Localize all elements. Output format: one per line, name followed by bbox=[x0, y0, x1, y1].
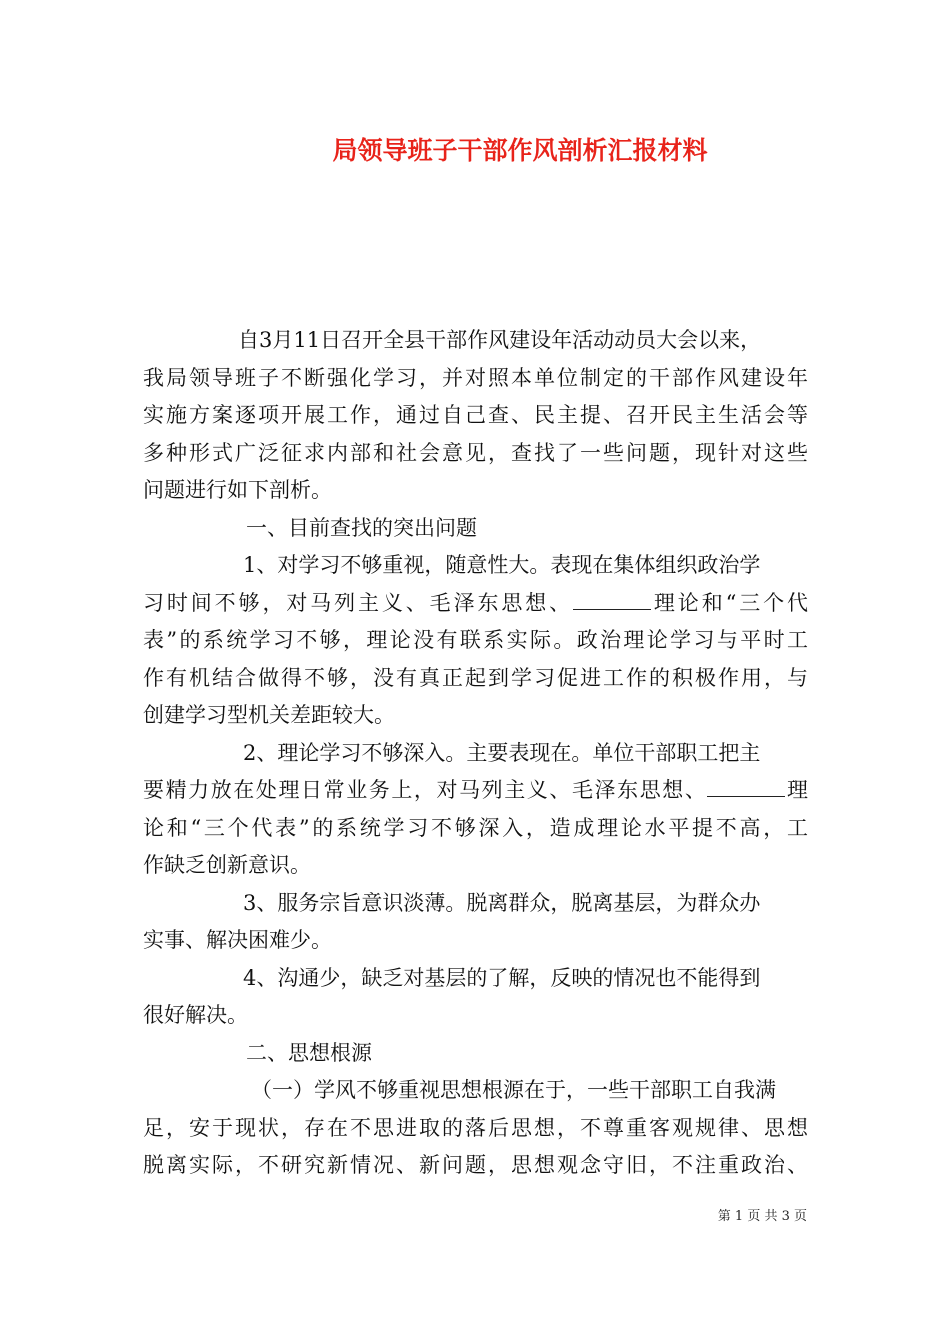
page-number: 第 1 页 共 3 页 bbox=[717, 1209, 807, 1224]
line-segment: 习时间不够，对马列主义、毛泽东思想、 bbox=[143, 590, 574, 615]
section-heading: 一、目前查找的突出问题 bbox=[246, 515, 477, 540]
paragraph-line: 表”的系统学习不够，理论没有联系实际。政治理论学习与平时工 bbox=[143, 628, 808, 652]
section-heading: 二、思想根源 bbox=[246, 1040, 372, 1065]
line-segment: 要精力放在处理日常业务上，对马列主义、毛泽东思想、 bbox=[143, 778, 708, 802]
paragraph-line: 问题进行如下剖析。 bbox=[143, 478, 332, 502]
paragraph-line: 多种形式广泛征求内部和社会意见，查找了一些问题，现针对这些 bbox=[143, 440, 808, 465]
paragraph-line: 我局领导班子不断强化学习，并对照本单位制定的干部作风建设年 bbox=[143, 365, 808, 390]
paragraph-line: 实事、解决困难少。 bbox=[143, 928, 332, 952]
paragraph-line: （一）学风不够重视思想根源在于，一些干部职工自我满 bbox=[251, 1078, 776, 1102]
paragraph-line: 1、对学习不够重视，随意性大。表现在集体组织政治学 bbox=[243, 553, 761, 577]
paragraph-line: 3、服务宗旨意识淡薄。脱离群众，脱离基层，为群众办 bbox=[243, 890, 761, 915]
paragraph-line: 4、沟通少，缺乏对基层的了解，反映的情况也不能得到 bbox=[243, 965, 761, 990]
document-body bbox=[143, 322, 808, 1185]
document-title: 局领导班子干部作风剖析汇报材料 bbox=[332, 136, 708, 165]
paragraph-line: 自3月11日召开全县干部作风建设年活动动员大会以来， bbox=[238, 328, 762, 352]
blank-underline bbox=[573, 591, 651, 610]
paragraph-line: 作缺乏创新意识。 bbox=[143, 853, 311, 877]
paragraph-line: 2、理论学习不够深入。主要表现在。单位干部职工把主 bbox=[243, 740, 761, 765]
paragraph-line: 实施方案逐项开展工作，通过自己查、民主提、召开民主生活会等 bbox=[143, 403, 808, 427]
paragraph-line: 很好解决。 bbox=[143, 1003, 248, 1027]
paragraph-line bbox=[143, 585, 808, 623]
paragraph-line bbox=[143, 772, 808, 810]
line-segment: 理 bbox=[785, 778, 808, 802]
paragraph-line: 脱离实际，不研究新情况、新问题，思想观念守旧，不注重政治、 bbox=[143, 1153, 808, 1177]
blank-underline bbox=[707, 778, 785, 797]
paragraph-line: 论和“三个代表”的系统学习不够深入，造成理论水平提不高，工 bbox=[143, 815, 808, 840]
paragraph-line: 创建学习型机关差距较大。 bbox=[143, 703, 395, 727]
line-segment: 理论和“三个代 bbox=[651, 590, 808, 615]
paragraph-line: 足，安于现状，存在不思进取的落后思想，不尊重客观规律、思想 bbox=[143, 1115, 808, 1140]
paragraph-line: 作有机结合做得不够，没有真正起到学习促进工作的积极作用，与 bbox=[143, 665, 808, 690]
